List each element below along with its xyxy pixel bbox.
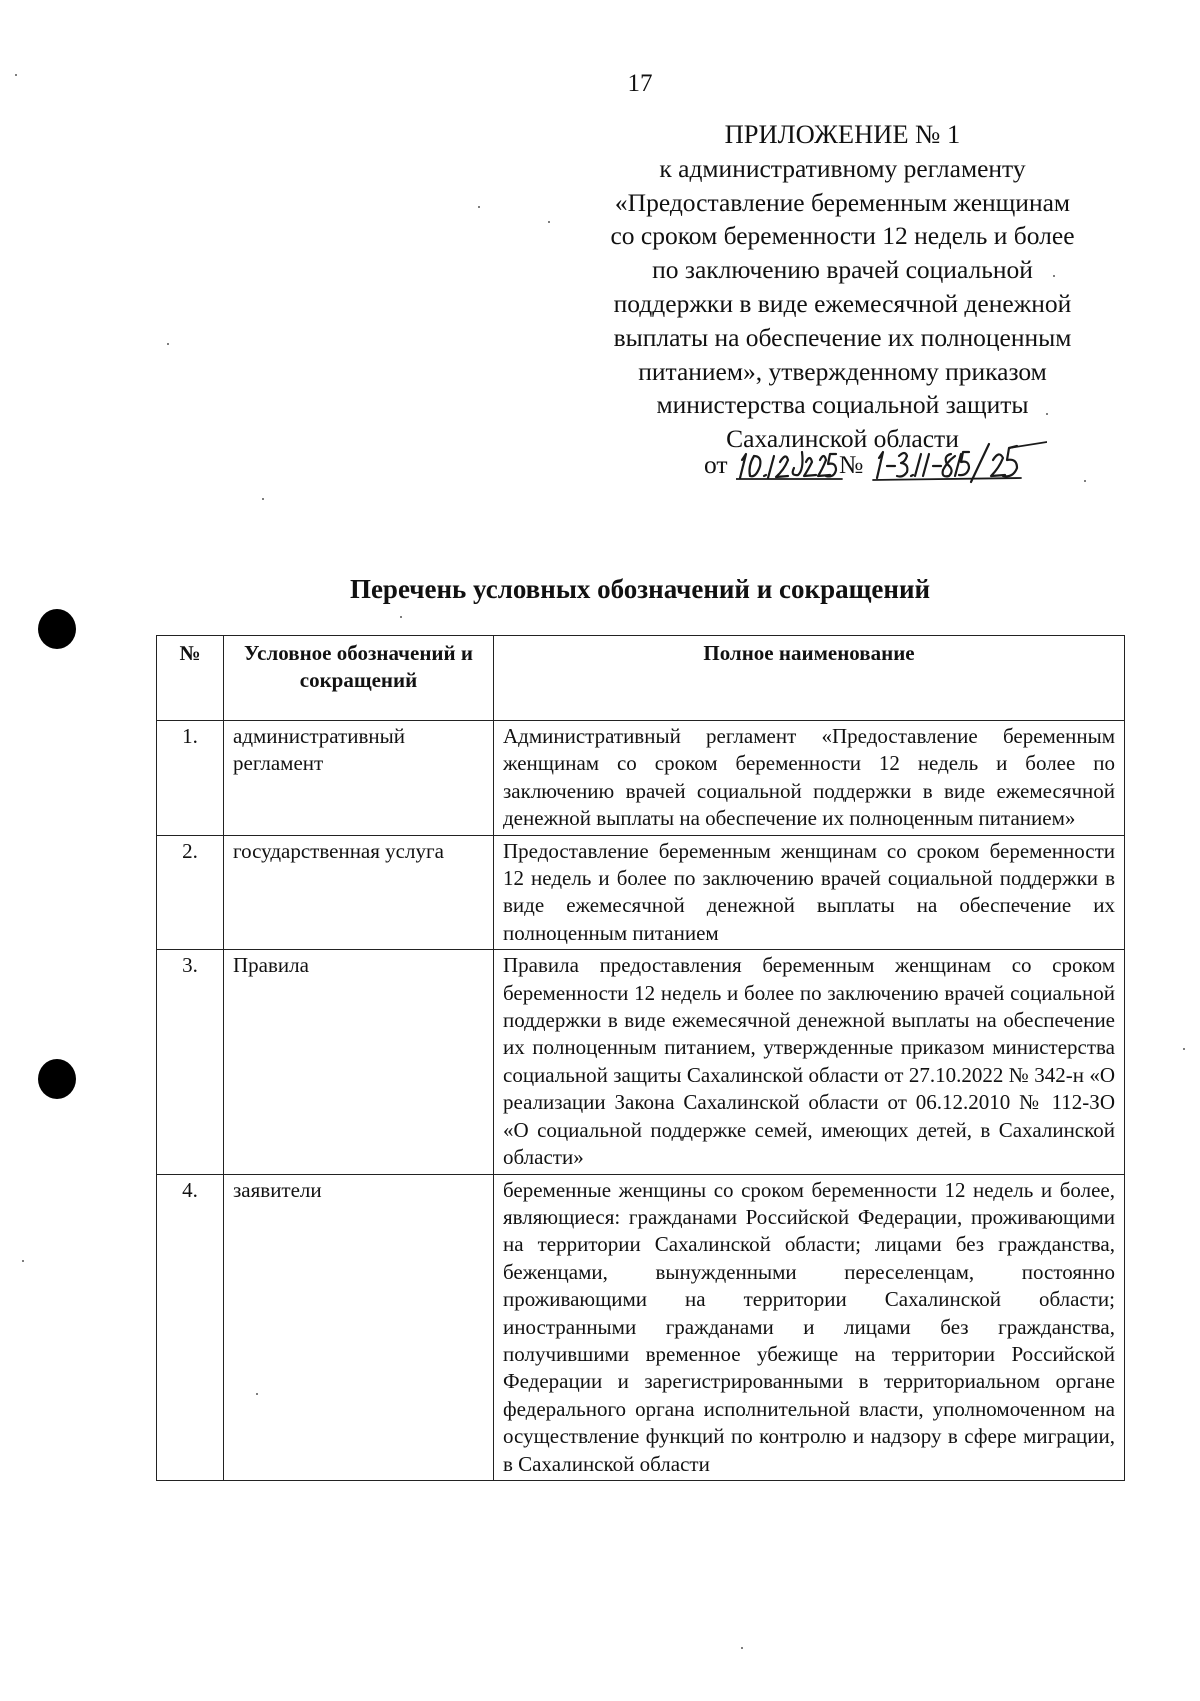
row-number: 2. xyxy=(157,835,224,950)
handwritten-date-picture xyxy=(736,440,846,482)
appendix-line: поддержки в виде ежемесячной денежной xyxy=(613,288,1072,318)
table-row xyxy=(157,835,1125,950)
appendix-line: со сроком беременности 12 недель и более xyxy=(610,221,1075,251)
document-title: Перечень условных обозначений и сокращений xyxy=(349,574,931,604)
row-full-name: беременные женщины со сроком беременности 12 недель и более, являющиеся: гражданами Российской Федерации, проживающими на территории Сахалинской области; лицами без гражданства, беженцами, вынужденными переселенцам, постоянно проживающими на территории Сахалинской области; иностранными гражданами и лицами без гражданства, получившими временное убежище на территории Российской Федерации и зарегистрированными в территориальном органе федерального органа исполнительной власти, уполномоченном на осуществление функций по контролю и надзору в сфере миграции, в Сахалинской области xyxy=(494,1174,1125,1480)
scan-speck xyxy=(548,221,550,223)
scan-speck xyxy=(1183,1048,1185,1050)
scan-speck xyxy=(1084,480,1086,482)
row-number: 1. xyxy=(157,721,224,836)
appendix-line: министерства социальной защиты xyxy=(656,390,1029,420)
table-header-row xyxy=(157,636,1125,721)
appendix-line: питанием», утвержденному приказом xyxy=(638,356,1047,386)
appendix-line: Сахалинской области xyxy=(726,424,959,454)
number-prefix: № xyxy=(839,450,864,479)
row-abbreviation: заявители xyxy=(224,1174,494,1480)
scan-speck xyxy=(400,616,402,618)
handwritten-number-picture xyxy=(871,438,1047,484)
row-number: 4. xyxy=(157,1174,224,1480)
table-row xyxy=(157,1174,1125,1480)
scan-speck xyxy=(262,498,264,500)
row-abbreviation: Правила xyxy=(224,950,494,1174)
row-abbreviation: административный регламент xyxy=(224,721,494,836)
row-number: 3. xyxy=(157,950,224,1174)
column-header-number: № xyxy=(157,636,224,721)
row-full-name: Предоставление беременным женщинам со сроком беременности 12 недель и более по заключению врачей социальной поддержки в виде ежемесячной денежной выплаты на обеспечение их полноценным питанием xyxy=(494,835,1125,950)
scan-speck xyxy=(741,1647,743,1649)
row-full-name: Административный регламент «Предоставление беременным женщинам со сроком беременности 12 недель и более по заключению врачей социальной поддержки в виде ежемесячной денежной выплаты на обеспечение их полноценным питанием» xyxy=(494,721,1125,836)
appendix-line: выплаты на обеспечение их полноценным xyxy=(613,322,1072,352)
row-full-name: Правила предоставления беременным женщинам со сроком беременности 12 недель и более по заключению врачей социальной поддержки в виде ежемесячной денежной выплаты на обеспечение их полноценным питанием, утвержденные приказом министерства социальной защиты Сахалинской области от 27.10.2022 № 342-н «О реализации Закона Сахалинской области от 06.12.2010 № 112-ЗО «О социальной поддержке семей, имеющих детей, в Сахалинской области» xyxy=(494,950,1125,1174)
scan-speck xyxy=(478,206,480,208)
appendix-line: к административному регламенту xyxy=(659,153,1026,183)
row-abbreviation: государственная услуга xyxy=(224,835,494,950)
scan-speck xyxy=(22,1260,24,1262)
table-row xyxy=(157,950,1125,1174)
column-header-abbreviation: Условное обозначений и сокращений xyxy=(224,636,494,721)
column-header-full-name: Полное наименование xyxy=(494,636,1125,721)
punch-hole xyxy=(38,609,76,649)
appendix-line: «Предоставление беременным женщинам xyxy=(614,187,1071,217)
scan-speck xyxy=(167,343,169,345)
appendix-heading: ПРИЛОЖЕНИЕ № 1 xyxy=(724,119,961,149)
punch-hole xyxy=(38,1059,76,1099)
page-number: 17 xyxy=(627,70,653,97)
appendix-block xyxy=(570,118,1115,456)
appendix-line: по заключению врачей социальной xyxy=(652,255,1033,285)
abbreviations-table xyxy=(156,635,1125,1481)
date-prefix: от xyxy=(704,450,728,479)
table-row xyxy=(157,721,1125,836)
